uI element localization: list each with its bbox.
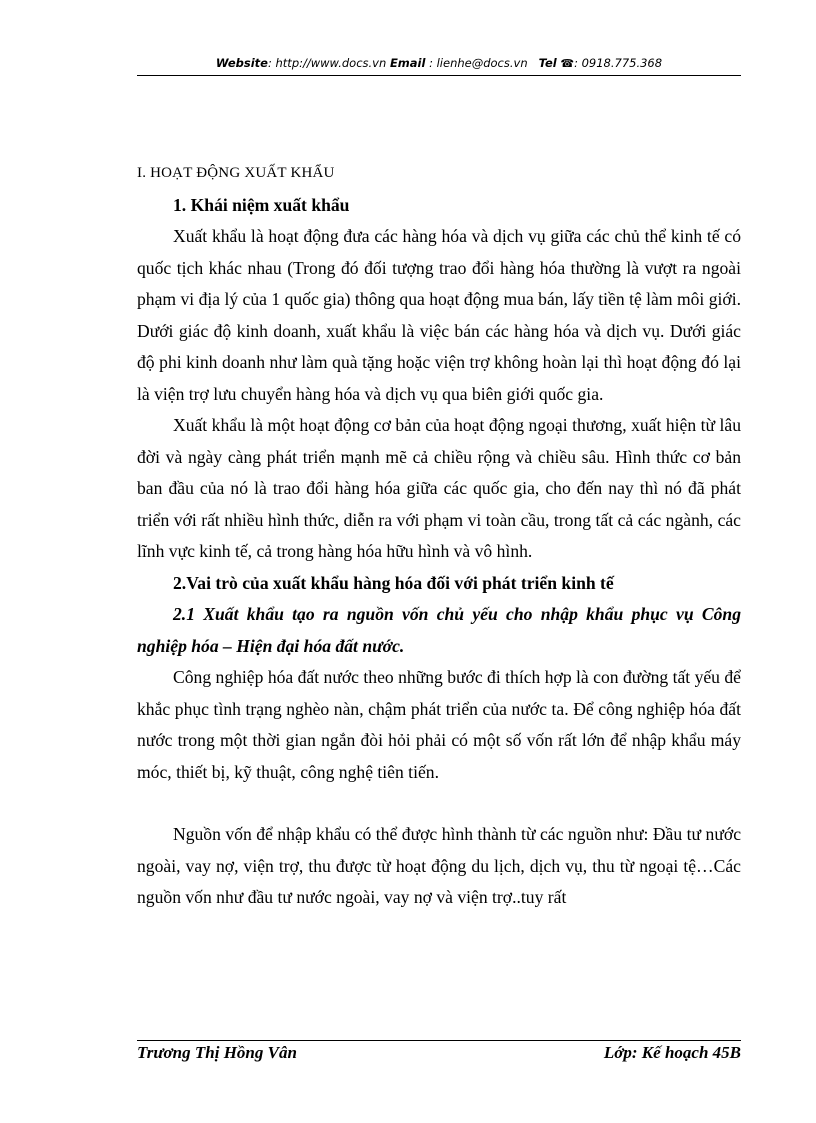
page-header	[137, 56, 741, 70]
subheading-capital: 2.1 Xuất khẩu tạo ra nguồn vốn chủ yếu cho nhập khẩu phục vụ Công nghiệp hóa – Hiện đại hóa đất nước.	[137, 604, 741, 656]
website-label: Website	[215, 56, 268, 70]
paragraph-history: Xuất khẩu là một hoạt động cơ bản của hoạt động ngoại thương, xuất hiện từ lâu đời và ngày càng phát triển mạnh mẽ cả chiều rộng và chiều sâu. Hình thức cơ bản ban đầu của nó là trao đổi hàng hóa giữa các quốc gia, cho đến nay thì nó đã phát triển với rất nhiều hình thức, diễn ra với phạm vi toàn cầu, trong tất cả các ngành, các lĩnh vực kinh tế, cả trong hàng hóa hữu hình và vô hình.	[137, 415, 741, 561]
footer-class: Lớp: Kế hoạch 45B	[603, 1043, 741, 1062]
footer-author: Trương Thị Hồng Vân	[137, 1043, 297, 1062]
paragraph-industrialization: Công nghiệp hóa đất nước theo những bước đi thích hợp là con đường tất yếu để khắc phục tình trạng nghèo nàn, chậm phát triển của nước ta. Để công nghiệp hóa đất nước trong một thời gian ngắn đòi hỏi phải có một số vốn rất lớn để nhập khẩu máy móc, thiết bị, kỹ thuật, công nghệ tiên tiến.	[137, 667, 741, 782]
header-divider	[137, 75, 741, 76]
paragraph-capital-sources: Nguồn vốn để nhập khẩu có thể được hình thành từ các nguồn như: Đầu tư nước ngoài, vay nợ, viện trợ, thu được từ hoạt động du lịch, dịch vụ, thu từ ngoại tệ…Các nguồn vốn như đầu tư nước ngoài, vay nợ và viện trợ..tuy rất	[137, 824, 741, 907]
email-value: : lienhe@docs.vn	[425, 56, 528, 70]
website-value: : http://www.docs.vn	[267, 56, 387, 70]
phone-icon: ☎	[560, 57, 575, 70]
paragraph-gap	[137, 788, 741, 819]
paragraph-definition: Xuất khẩu là hoạt động đưa các hàng hóa và dịch vụ giữa các chủ thể kinh tế có quốc tịch khác nhau (Trong đó đối tượng trao đổi hàng hóa thường là vượt ra ngoài phạm vi địa lý của 1 quốc gia) thông qua hoạt động mua bán, lấy tiền tệ làm môi giới. Dưới giác độ kinh doanh, xuất khẩu là việc bán các hàng hóa và dịch vụ. Dưới giác độ phi kinh doanh như làm quà tặng hoặc viện trợ không hoàn lại thì hoạt động đó lại là viện trợ lưu chuyển hàng hóa và dịch vụ qua biên giới quốc gia.	[137, 226, 741, 404]
document-body	[137, 158, 741, 914]
tel-label: Tel	[538, 56, 557, 70]
tel-value: : 0918.775.368	[574, 56, 663, 70]
subheading-concept: 1. Khái niệm xuất khẩu	[173, 194, 350, 215]
footer-divider	[137, 1040, 741, 1041]
email-label: Email	[389, 56, 426, 70]
section-heading: I. HOẠT ĐỘNG XUẤT KHẨU	[137, 165, 335, 181]
subheading-role: 2.Vai trò của xuất khẩu hàng hóa đối với phát triển kinh tế	[173, 572, 614, 593]
